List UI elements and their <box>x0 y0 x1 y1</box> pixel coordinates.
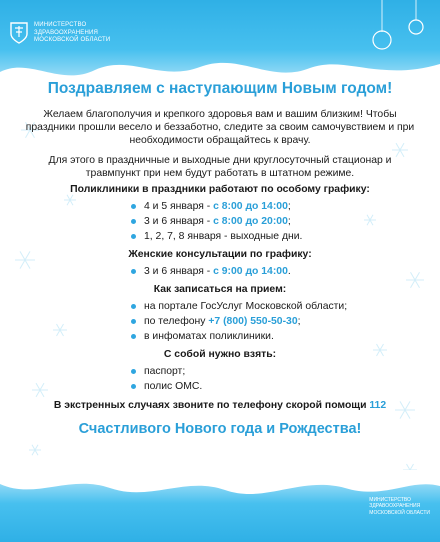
list-item: по телефону +7 (800) 550-50-30; <box>144 314 420 329</box>
bring-list <box>144 364 420 394</box>
bullet-icon <box>131 334 136 339</box>
list-item: 3 и 6 января - с 9:00 до 14:00. <box>144 264 420 279</box>
bullet-icon <box>131 319 136 324</box>
list-item: в инфоматах поликлиники. <box>144 329 420 344</box>
bottom-snow-band <box>0 472 440 542</box>
list-item: 3 и 6 января - с 8:00 до 20:00; <box>144 214 420 229</box>
emergency-number: 112 <box>369 400 387 411</box>
emergency-line: В экстренных случаях звоните по телефону скорой помощи 112 <box>53 400 387 411</box>
signup-methods-list <box>144 299 420 344</box>
list-item: 4 и 5 января - с 8:00 до 14:00; <box>144 199 420 214</box>
womens-schedule-list <box>144 264 420 279</box>
bullet-icon <box>131 369 136 374</box>
polyclinics-heading: Поликлиники в праздники работают по особому графику: <box>70 184 370 195</box>
bullet-icon <box>131 384 136 389</box>
list-item: полис ОМС. <box>144 379 420 394</box>
intro-paragraph: Желаем благополучия и крепкого здоровья вам и вашим близким! Чтобы праздники прошли весело и беззаботно, следите за своим самочувствием и при необходимости обращайтесь к врачу. <box>25 109 415 146</box>
bullet-icon <box>131 219 136 224</box>
list-item: на портале ГосУслуг Московской области; <box>144 299 420 314</box>
bullet-icon <box>131 304 136 309</box>
polyclinics-schedule-list <box>144 199 420 244</box>
hospital-paragraph: Для этого в праздничные и выходные дни круглосуточный стационар и травмпункт при нем будут работать в штатном режиме. <box>48 155 392 179</box>
bring-heading: С собой нужно взять: <box>163 349 277 360</box>
ministry-logo-small: МИНИСТЕРСТВО ЗДРАВООХРАНЕНИЯ МОСКОВСКОЙ ОБЛАСТИ <box>369 496 430 516</box>
bullet-icon <box>131 269 136 274</box>
headline: Поздравляем с наступающим Новым годом! <box>47 80 393 97</box>
phone-number: +7 (800) 550-50-30 <box>208 316 298 327</box>
ministry-logo-text: МИНИСТЕРСТВО ЗДРАВООХРАНЕНИЯ МОСКОВСКОЙ ОБЛАСТИ <box>34 22 111 43</box>
womens-consultation-heading: Женские консультации по графику: <box>128 249 312 260</box>
signup-heading: Как записаться на прием: <box>153 284 287 295</box>
list-item: паспорт; <box>144 364 420 379</box>
closing-greeting: Счастливого Нового года и Рождества! <box>78 421 362 437</box>
bullet-icon <box>131 204 136 209</box>
ministry-logo <box>10 22 110 45</box>
top-snow-band <box>0 0 440 90</box>
coat-of-arms-icon <box>10 22 28 44</box>
announcement <box>20 80 420 437</box>
bullet-icon <box>131 234 136 239</box>
ornaments-icon <box>368 0 438 60</box>
list-item: 1, 2, 7, 8 января - выходные дни. <box>144 229 420 244</box>
